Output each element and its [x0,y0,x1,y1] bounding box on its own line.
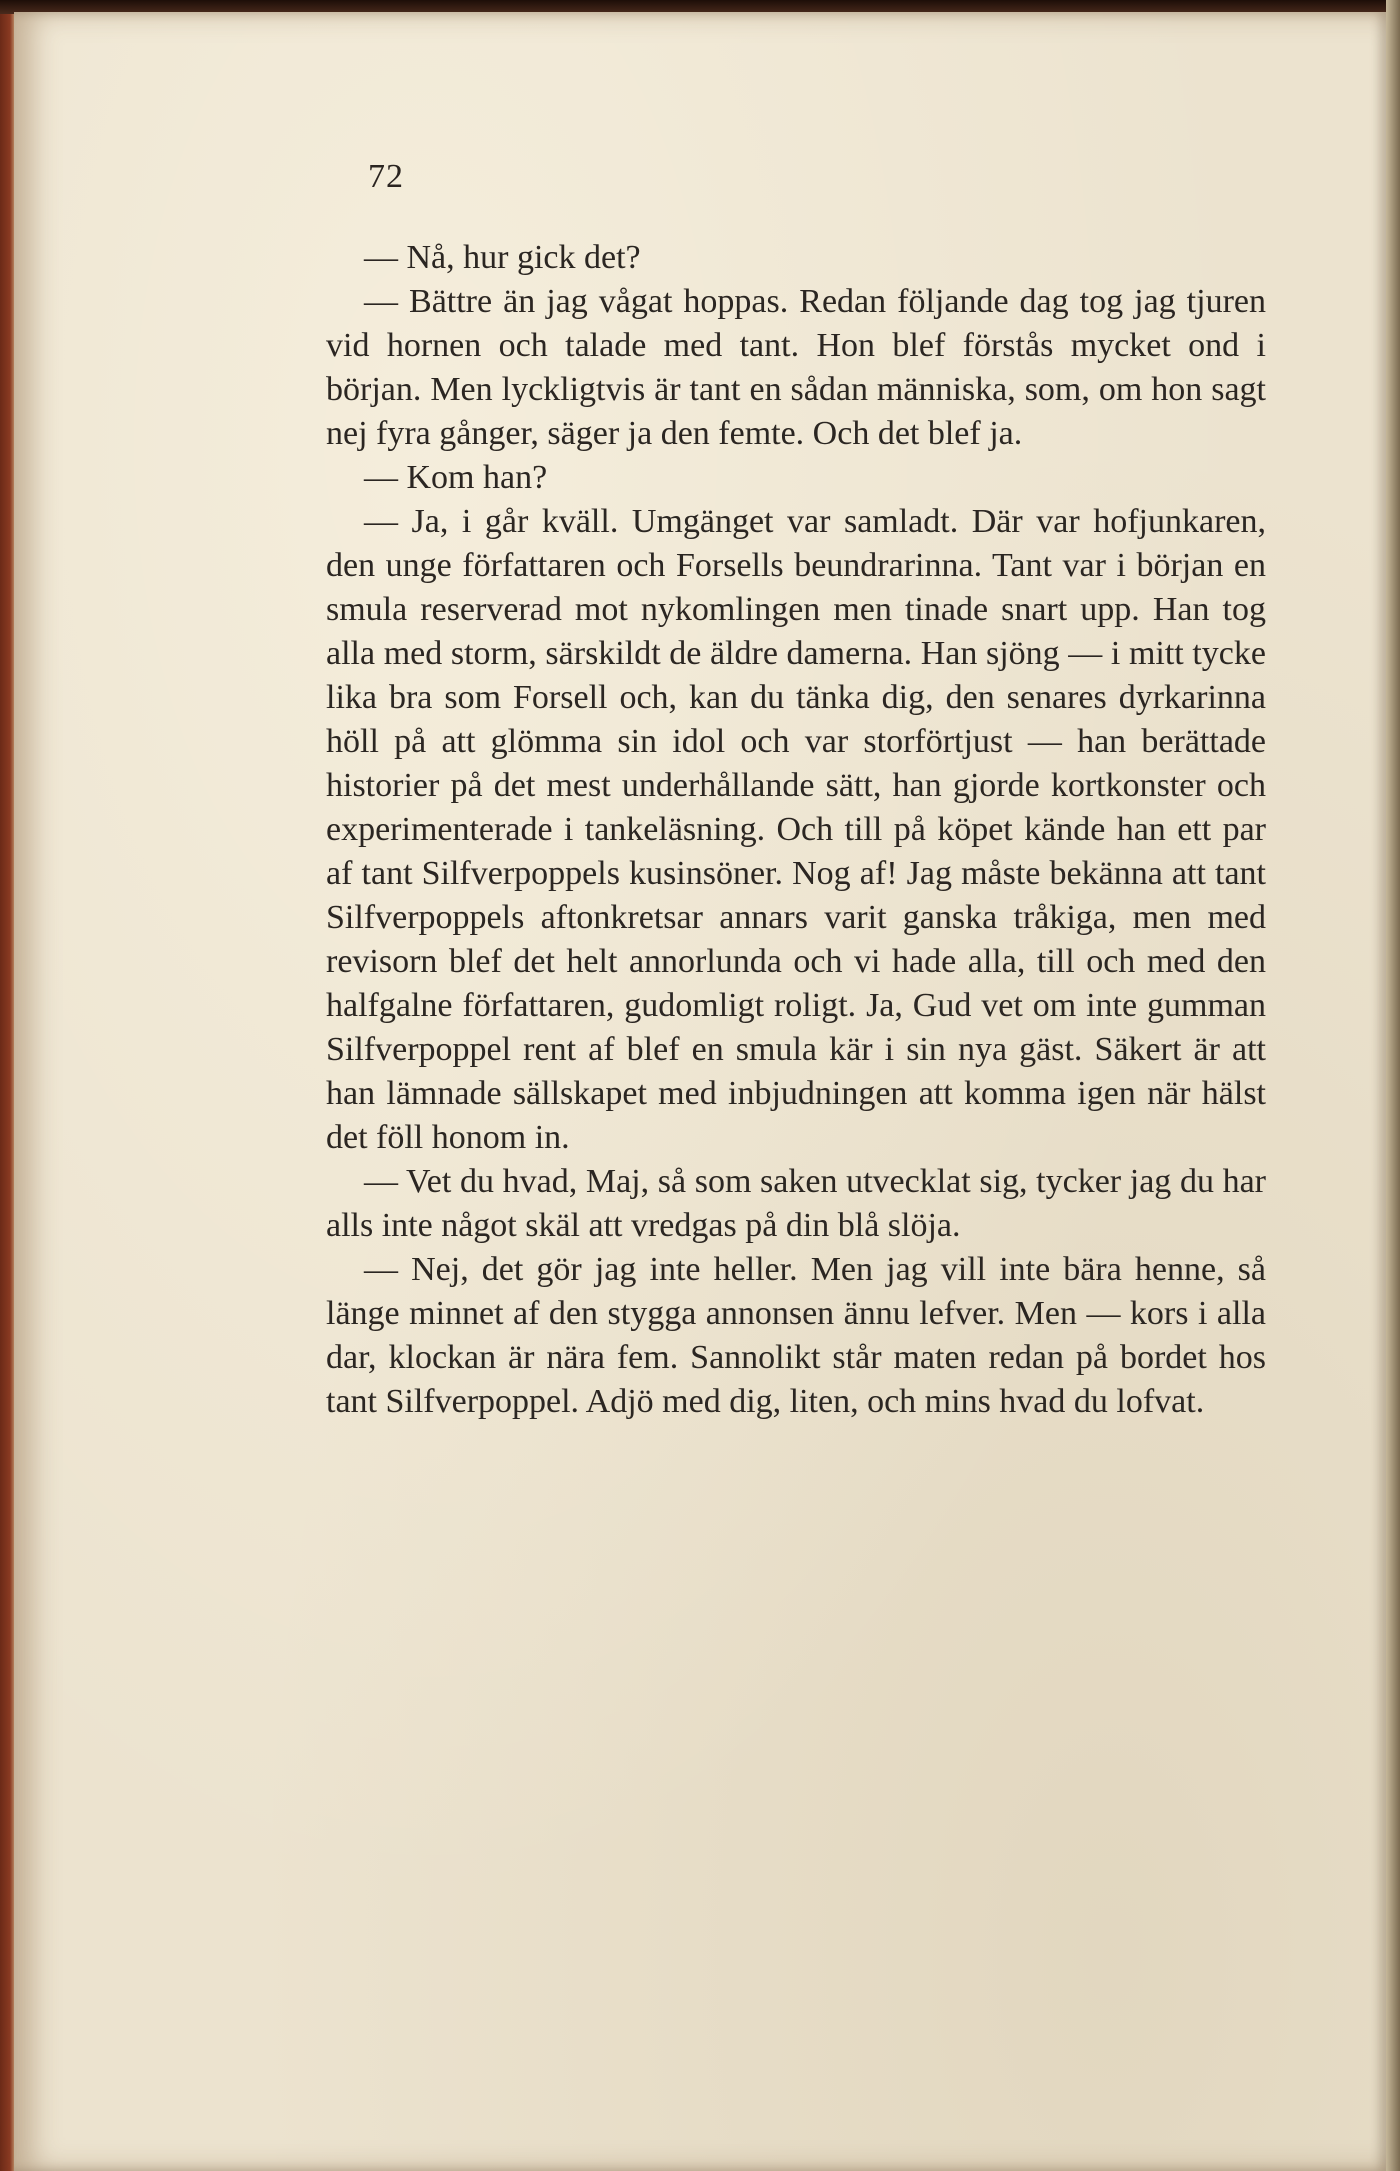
page-number: 72 [368,158,404,195]
paragraph-3: — Kom han? [364,459,548,496]
paragraph-4: — Ja, i går kväll. Umgänget var samladt. Där var hofjunkaren, den unge författaren och Forsells beundrarinna. Tant var i början en smula reserverad mot nykomlingen men tinade snart upp. Han tog alla med storm, särskildt de äldre damerna. Han sjöng — i mitt tycke lika bra som Forsell och, kan du tänka dig, den senares dyrkarinna höll på att glömma sin idol och var storförtjust — han berättade historier på det mest underhållande sätt, han gjorde kortkonster och experimenterade i tankeläsning. Och till på köpet kände han ett par af tant Silfverpoppels kusinsöner. Nog af! Jag måste bekänna att tant Silfverpoppels aftonkretsar annars varit ganska tråkiga, men med revisorn blef det helt annorlunda och vi hade alla, till och med den halfgalne författaren, gudomligt roligt. Ja, Gud vet om inte gumman Silfverpoppel rent af blef en smula kär i sin nya gäst. Säkert är att han lämnade sällskapet med inbjudningen att komma igen när hälst det föll honom in. [326,503,1266,1156]
paragraph-2: — Bättre än jag vågat hoppas. Redan följande dag tog jag tjuren vid hornen och talade med tant. Hon blef förstås mycket ond i början. Men lyckligtvis är tant en sådan människa, som, om hon sagt nej fyra gånger, säger ja den femte. Och det blef ja. [326,283,1266,452]
body-text [326,236,1266,1424]
paragraph-5: — Vet du hvad, Maj, så som saken utvecklat sig, tycker jag du har alls inte något skäl att vredgas på din blå slöja. [326,1163,1266,1244]
book-right-edge [1386,0,1400,2171]
paragraph-1: — Nå, hur gick det? [364,239,641,276]
paragraph-6: — Nej, det gör jag inte heller. Men jag vill inte bära henne, så länge minnet af den stygga annonsen ännu lefver. Men — kors i alla dar, klockan är nära fem. Sannolikt står maten redan på bordet hos tant Silfverpoppel. Adjö med dig, liten, och mins hvad du lofvat. [326,1251,1266,1420]
